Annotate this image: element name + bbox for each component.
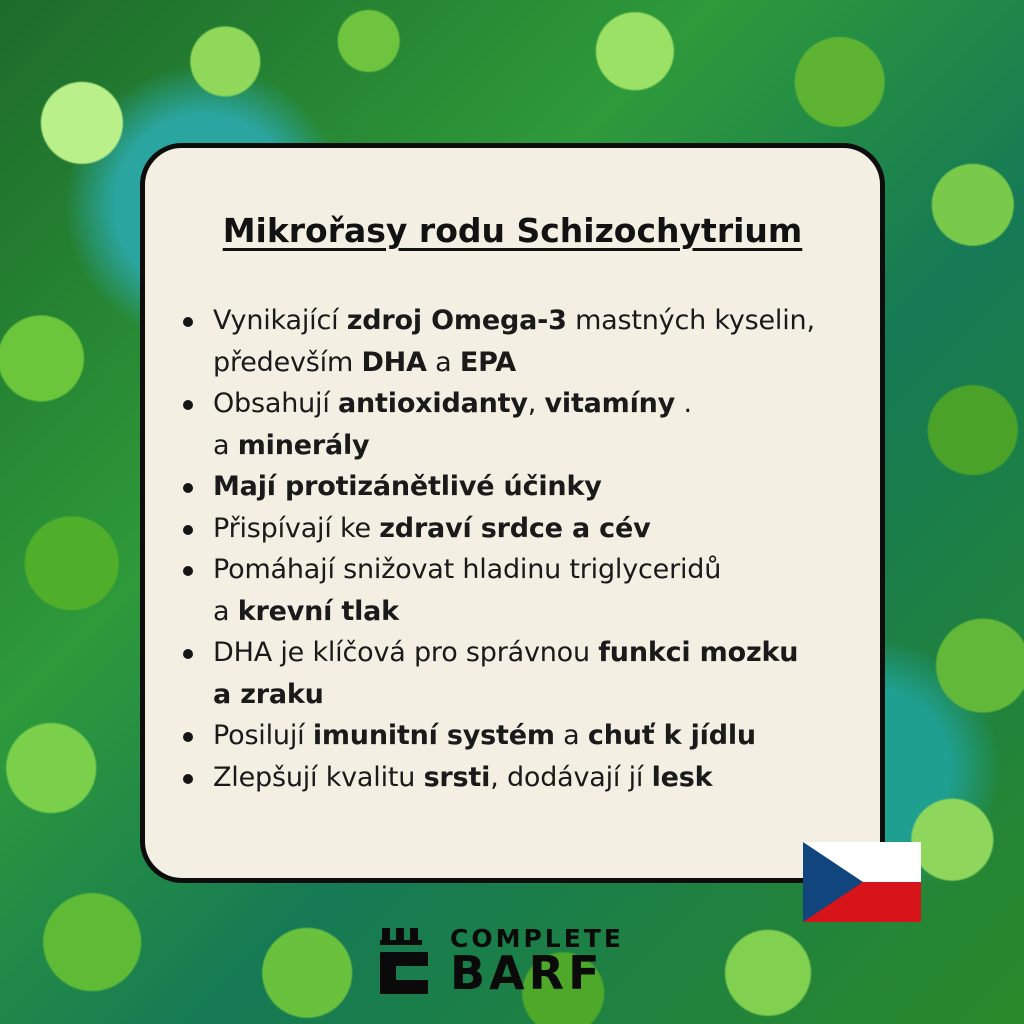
bullet-icon <box>183 483 193 493</box>
benefit-text: DHA je klíčová pro správnou <box>213 637 599 668</box>
benefit-text: Vynikající <box>213 305 347 336</box>
benefit-text: mastných kyselin, <box>566 305 815 336</box>
brand-logo <box>380 922 640 1002</box>
benefit-line <box>213 508 859 550</box>
benefit-line <box>213 674 859 716</box>
bullet-icon <box>183 732 193 742</box>
benefit-line <box>213 549 859 591</box>
benefit-emphasis: zdroj Omega-3 <box>346 305 567 336</box>
benefit-emphasis: vitamíny <box>544 388 676 419</box>
benefit-text: . <box>675 388 692 419</box>
bullet-icon <box>183 649 193 659</box>
benefit-emphasis: chuť k jídlu <box>587 720 756 751</box>
benefit-text: a <box>213 595 238 627</box>
benefit-text: , dodávají jí <box>490 761 652 793</box>
benefit-line <box>213 466 859 508</box>
bullet-icon <box>183 317 193 327</box>
benefit-line <box>213 591 859 633</box>
benefit-emphasis: Mají protizánětlivé účinky <box>213 471 602 502</box>
benefit-text: , <box>527 388 545 419</box>
benefit-item <box>179 508 859 550</box>
benefit-line <box>213 300 859 342</box>
benefit-line <box>213 342 859 384</box>
benefit-emphasis: zdraví srdce a cév <box>379 512 651 544</box>
card-title: Mikrořasy rodu Schizochytrium <box>222 211 803 250</box>
bullet-icon <box>183 566 193 576</box>
benefit-text: Přispívají ke <box>213 512 380 544</box>
info-card <box>140 143 885 883</box>
benefit-text: především <box>213 346 362 378</box>
benefit-emphasis: srsti <box>423 761 491 793</box>
benefit-item <box>179 549 859 632</box>
benefit-line <box>213 425 859 467</box>
benefit-line <box>213 383 859 425</box>
benefit-text: a <box>213 429 238 461</box>
benefit-emphasis: EPA <box>459 346 516 378</box>
logo-text-barf: BARF <box>450 946 604 1000</box>
bullet-icon <box>183 774 193 784</box>
benefit-emphasis: funkci mozku <box>598 637 799 668</box>
benefit-text: Zlepšují kvalitu <box>213 761 424 793</box>
benefit-emphasis: a zraku <box>213 678 324 710</box>
benefit-line <box>213 757 859 799</box>
benefit-text: a <box>554 720 588 751</box>
benefit-item <box>179 466 859 508</box>
benefit-item <box>179 715 859 757</box>
benefit-emphasis: minerály <box>237 429 370 461</box>
benefit-item <box>179 383 859 466</box>
benefit-emphasis: DHA <box>361 346 427 378</box>
logo-mark-icon <box>380 922 440 1002</box>
benefit-text: Obsahují <box>213 388 339 419</box>
benefit-item <box>179 757 859 799</box>
benefit-text: Posilují <box>213 720 313 751</box>
benefit-emphasis: lesk <box>651 761 713 793</box>
benefit-line <box>213 632 859 674</box>
benefit-text: a <box>426 346 460 378</box>
benefit-line <box>213 715 859 757</box>
bullet-icon <box>183 525 193 535</box>
benefit-item <box>179 632 859 715</box>
logo-text-complete: COMPLETE <box>450 924 624 953</box>
benefit-list <box>179 300 859 798</box>
benefit-item <box>179 300 859 383</box>
benefit-emphasis: krevní tlak <box>237 595 399 627</box>
benefit-emphasis: imunitní systém <box>312 720 555 751</box>
czech-flag-icon <box>803 842 921 922</box>
benefit-text: Pomáhají snižovat hladinu triglyceridů <box>213 554 722 585</box>
benefit-emphasis: antioxidanty <box>338 388 528 419</box>
bullet-icon <box>183 400 193 410</box>
